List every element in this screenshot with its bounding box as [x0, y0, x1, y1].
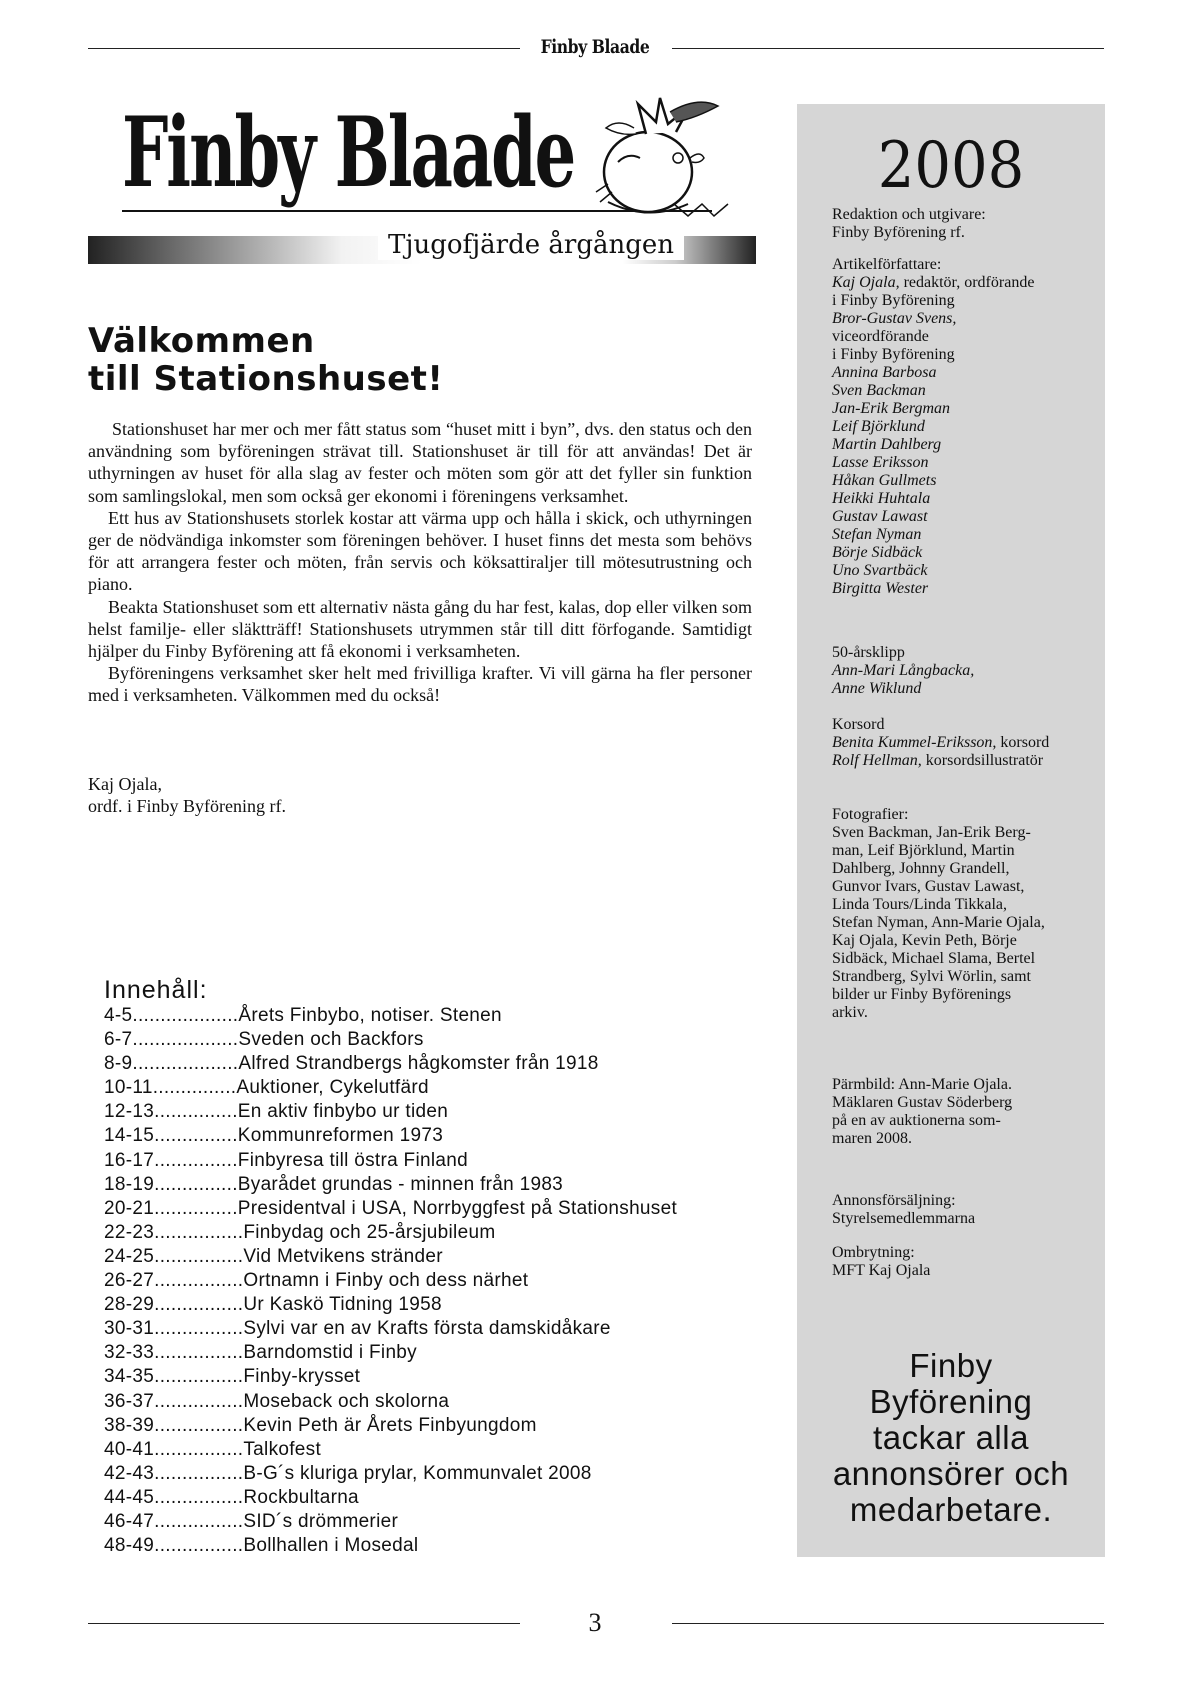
cover-credit-line: maren 2008.	[832, 1130, 912, 1147]
editorial-value: Finby Byförening rf.	[832, 224, 965, 241]
contents-item-pages: 20-21	[104, 1197, 155, 1219]
contents-item-title: Ortnamn i Finby och dess närhet	[243, 1270, 529, 1292]
contents-item	[104, 1293, 677, 1317]
writer-role: i Finby Byförening	[832, 292, 955, 309]
photos-credit-line: man, Leif Björklund, Martin	[832, 842, 1015, 859]
photos-credit-line: arkiv.	[832, 1004, 868, 1021]
contents-item	[104, 1341, 677, 1365]
cover-credit-line: på en av auktionerna som-	[832, 1112, 1001, 1129]
writer-name: Uno Svartbäck	[832, 562, 928, 579]
contents-item-title: Talkofest	[243, 1438, 322, 1460]
contents-item-pages: 8-9	[104, 1053, 133, 1075]
writer-name: Jan-Erik Bergman	[832, 400, 951, 417]
editorial-label: Redaktion och utgivare:	[832, 206, 986, 223]
contents-item-pages: 30-31	[104, 1318, 155, 1340]
contents-item	[104, 1149, 677, 1173]
contents-item-title: Alfred Strandbergs hågkomster från 1918	[238, 1053, 599, 1075]
clippings-name: Ann-Mari Långbacka,	[832, 662, 975, 679]
apple-mascot-illustration	[578, 92, 738, 222]
contents-item-pages: 38-39	[104, 1414, 155, 1436]
writer-role: redaktör, ordförande	[899, 274, 1035, 291]
photos-credit-line: bilder ur Finby Byförenings	[832, 986, 1012, 1003]
thanks-line: annonsörer och	[832, 1455, 1070, 1492]
contents-item	[104, 1052, 677, 1076]
ads-block	[832, 1192, 1102, 1228]
signature-name: Kaj Ojala,	[88, 774, 162, 794]
sidebar-year: 2008	[877, 129, 1025, 203]
contents-item-title: Sveden och Backfors	[238, 1029, 424, 1051]
contents-item-leader: ................	[154, 1462, 244, 1484]
contents-item-title: SID´s drömmerier	[243, 1510, 399, 1532]
crossword-role: korsord	[996, 734, 1050, 751]
contents-item	[104, 1534, 677, 1558]
contents-item-leader: ...................	[132, 1005, 239, 1026]
contents-item-leader: ...............	[154, 1197, 238, 1219]
thanks-line: Byförening	[869, 1383, 1033, 1420]
headline-line-2: till Stationshuset!	[88, 359, 444, 399]
writer-name: Annina Barbosa	[832, 364, 937, 381]
contents-item-pages: 10-11	[104, 1077, 153, 1099]
contents-item-pages: 24-25	[104, 1245, 155, 1267]
cover-credit-line: Mäklaren Gustav Söderberg	[832, 1094, 1013, 1111]
contents-item-leader: ................	[154, 1390, 244, 1412]
contents-item-leader: ................	[154, 1510, 244, 1532]
contents-item	[104, 1510, 677, 1534]
photos-credit-line: Stefan Nyman, Ann-Marie Ojala,	[832, 914, 1045, 931]
article-body	[88, 418, 752, 707]
photos-credit-line: Gunvor Ivars, Gustav Lawast,	[832, 878, 1025, 895]
writers-label: Artikelförfattare:	[832, 256, 942, 273]
cover-credits	[832, 1076, 1102, 1148]
crossword-label: Korsord	[832, 716, 885, 733]
writer-name: Lasse Eriksson	[832, 454, 929, 471]
contents-item-pages: 22-23	[104, 1221, 155, 1243]
contents-item-pages: 42-43	[104, 1462, 155, 1484]
contents-item-leader: ...............	[154, 1173, 238, 1195]
crossword-name: Rolf Hellman,	[832, 752, 922, 769]
contents-item-title: Bollhallen i Mosedal	[243, 1535, 419, 1557]
contents-item-title: Finbydag och 25-årsjubileum	[243, 1221, 496, 1243]
contents-item-leader: ................	[154, 1438, 244, 1460]
contents-item	[104, 1124, 677, 1148]
contents-item-title: En aktiv finbybo ur tiden	[237, 1101, 449, 1123]
contents-item-leader: ................	[154, 1245, 244, 1267]
article-paragraph: Beakta Stationshuset som ett alternativ nästa gång du har fest, kalas, dop eller vilken som helst familje- eller släktträff! Stationshusets utrymmen står till ditt förfogande. Samtidigt hjälper du Finby Byförening att få ekonomi i verksamheten.	[88, 596, 752, 662]
contents-item	[104, 1221, 677, 1245]
contents-item-pages: 14-15	[104, 1125, 155, 1147]
contents-item-title: B-G´s kluriga prylar, Kommunvalet 2008	[243, 1462, 592, 1484]
contents-item	[104, 1462, 677, 1486]
contents-item-pages: 34-35	[104, 1366, 155, 1388]
masthead-title: Finby Blaade	[122, 96, 575, 209]
writers-list	[832, 364, 1102, 598]
contents-item	[104, 1414, 677, 1438]
contents-item	[104, 1486, 677, 1510]
contents-item	[104, 1004, 677, 1028]
writer-name: Stefan Nyman	[832, 526, 922, 543]
contents-item-title: Kommunreformen 1973	[237, 1125, 444, 1147]
contents-item-leader: ................	[154, 1342, 244, 1364]
writer-name: Börje Sidbäck	[832, 544, 923, 561]
clippings-name: Anne Wiklund	[832, 680, 922, 697]
contents-item	[104, 1245, 677, 1269]
photos-credit-line: Sidbäck, Michael Slama, Bertel	[832, 950, 1036, 967]
contents-item-pages: 36-37	[104, 1390, 155, 1412]
contents-item-leader: ................	[154, 1294, 244, 1316]
contents-item-title: Finby-krysset	[243, 1366, 361, 1388]
thanks-line: medarbetare.	[849, 1491, 1053, 1528]
writer-name: Heikki Huhtala	[832, 490, 931, 507]
article-paragraph: Ett hus av Stationshusets storlek kostar att värma upp och hålla i skick, och uthyrningen ger de nödvändiga inkomster som föreningen behöver. I huset finns det mesta som behövs för att arrangera fester och möten, från servis och köksattiraljer till mötesutrustning och piano.	[88, 507, 752, 595]
writer-name: Sven Backman	[832, 382, 926, 399]
writer-name: Birgitta Wester	[832, 580, 929, 597]
photos-credit-line: Strandberg, Sylvi Wörlin, samt	[832, 968, 1031, 985]
contents-item-leader: ...............	[154, 1125, 238, 1147]
contents-item-title: Byarådet grundas - minnen från 1983	[237, 1173, 564, 1195]
cover-credit-line: Pärmbild: Ann-Marie Ojala.	[832, 1076, 1012, 1093]
contents-item	[104, 1438, 677, 1462]
contents-item-pages: 44-45	[104, 1486, 155, 1508]
cover-block	[832, 1076, 1102, 1148]
contents-item-pages: 32-33	[104, 1342, 155, 1364]
contents-item-title: Kevin Peth är Årets Finbyungdom	[243, 1414, 537, 1436]
contents-item-pages: 6-7	[104, 1029, 133, 1051]
contents-item-pages: 48-49	[104, 1535, 155, 1557]
contents-title: Innehåll:	[104, 976, 208, 1004]
contents-item-pages: 46-47	[104, 1510, 155, 1532]
contents-item-title: Auktioner, Cykelutfärd	[236, 1077, 429, 1099]
photos-block	[832, 806, 1102, 1022]
writer-name: Martin Dahlberg	[832, 436, 942, 453]
crossword-name: Benita Kummel-Eriksson,	[832, 734, 997, 751]
contents-item-pages: 18-19	[104, 1173, 155, 1195]
contents-item-title: Barndomstid i Finby	[243, 1342, 417, 1364]
ads-label: Annonsförsäljning:	[832, 1192, 956, 1209]
contents-item	[104, 1317, 677, 1341]
photos-credit-line: Linda Tours/Linda Tikkala,	[832, 896, 1008, 913]
thanks-line: Finby	[909, 1347, 993, 1384]
contents-item-title: Moseback och skolorna	[243, 1390, 450, 1412]
photos-credit-line: Dahlberg, Johnny Grandell,	[832, 860, 1010, 877]
clippings-block	[832, 644, 1102, 698]
contents-item	[104, 1390, 677, 1414]
contents-item-title: Ur Kaskö Tidning 1958	[243, 1294, 442, 1316]
writer-role: viceordförande	[832, 328, 929, 345]
contents-item-leader: ...............	[154, 1149, 238, 1171]
contents-item-pages: 12-13	[104, 1101, 155, 1123]
contents-item-pages: 4-5	[104, 1005, 133, 1026]
contents-item-leader: ................	[154, 1486, 244, 1508]
contents-item-leader: ................	[154, 1221, 244, 1243]
contents-item	[104, 1100, 677, 1124]
photos-credit-line: Kaj Ojala, Kevin Peth, Börje	[832, 932, 1017, 949]
contents-item-leader: ................	[154, 1414, 244, 1436]
article-headline	[88, 322, 443, 398]
contents-item-leader: ...................	[132, 1053, 239, 1075]
running-header-title: Finby Blaade	[540, 36, 650, 58]
contents-item-leader: ...............	[152, 1077, 237, 1099]
contents-item	[104, 1269, 677, 1293]
thanks-message	[797, 1348, 1105, 1528]
page-number: 3	[588, 1608, 602, 1637]
contents-item-leader: ................	[154, 1318, 244, 1340]
contents-item-pages: 40-41	[104, 1438, 155, 1460]
layout-label: Ombrytning:	[832, 1244, 915, 1261]
writer-name: Kaj Ojala,	[832, 274, 900, 291]
contents-item-leader: ...................	[132, 1029, 239, 1051]
writer-name: Leif Björklund	[832, 418, 925, 435]
photos-label: Fotografier:	[832, 806, 909, 823]
writer-name: Bror-Gustav Svens,	[832, 310, 957, 327]
contents-item	[104, 1197, 677, 1221]
layout-value: MFT Kaj Ojala	[832, 1262, 931, 1279]
clippings-label: 50-årsklipp	[832, 644, 905, 661]
contents-item-title: Sylvi var en av Krafts första damskidåkare	[243, 1318, 611, 1340]
contents-item	[104, 1028, 677, 1052]
writer-name: Gustav Lawast	[832, 508, 928, 525]
contents-item	[104, 1173, 677, 1197]
photos-credits	[832, 824, 1102, 1022]
ads-value: Styrelsemedlemmarna	[832, 1210, 976, 1227]
signature-role: ordf. i Finby Byförening rf.	[88, 796, 286, 816]
photos-credit-line: Sven Backman, Jan-Erik Berg-	[832, 824, 1031, 841]
contents-item-title: Årets Finbybo, notiser. Stenen	[238, 1005, 502, 1026]
contents-item-leader: ................	[154, 1270, 244, 1292]
article-signature	[88, 773, 286, 817]
writers-block	[832, 256, 1102, 598]
volume-banner	[88, 230, 756, 264]
contents-item-title: Vid Metvikens stränder	[243, 1245, 443, 1267]
headline-line-1: Välkommen	[88, 321, 315, 361]
contents-item-leader: ...............	[154, 1101, 238, 1123]
layout-block	[832, 1244, 1102, 1280]
contents-item-pages: 16-17	[104, 1149, 155, 1171]
article-paragraph: Stationshuset har mer och mer fått status som “huset mitt i byn”, dvs. den status och den användning som byföreningen strävat till. Stationshuset är till för att användas! Det är uthyrningen av huset för alla slag av fester och möten som gör att det fyller sin funktion som samlingslokal, men som också ger ekonomi i föreningens verksamhet.	[88, 419, 752, 506]
article-paragraph: Byföreningens verksamhet sker helt med frivilliga krafter. Vi vill gärna ha fler personer med i verksamheten. Välkommen med du också!	[88, 663, 752, 706]
contents-item-pages: 26-27	[104, 1270, 155, 1292]
contents-item-title: Finbyresa till östra Finland	[237, 1149, 468, 1171]
volume-label: Tjugofjärde årgången	[378, 230, 684, 260]
crossword-block	[832, 716, 1102, 770]
credits-sidebar	[797, 104, 1105, 1557]
writer-role: i Finby Byförening	[832, 346, 955, 363]
contents-item-title: Presidentval i USA, Norrbyggfest på Stationshuset	[237, 1197, 678, 1219]
contents-item-pages: 28-29	[104, 1294, 155, 1316]
contents-item-leader: ................	[154, 1366, 244, 1388]
crossword-role: korsordsillustratör	[921, 752, 1044, 769]
contents-item	[104, 1365, 677, 1389]
contents-list	[104, 1004, 677, 1558]
thanks-line: tackar alla	[873, 1419, 1029, 1456]
editorial-block	[832, 206, 1102, 242]
contents-item-leader: ................	[154, 1535, 244, 1557]
writer-name: Håkan Gullmets	[832, 472, 937, 489]
contents-item-title: Rockbultarna	[243, 1486, 359, 1508]
contents-item	[104, 1076, 677, 1100]
